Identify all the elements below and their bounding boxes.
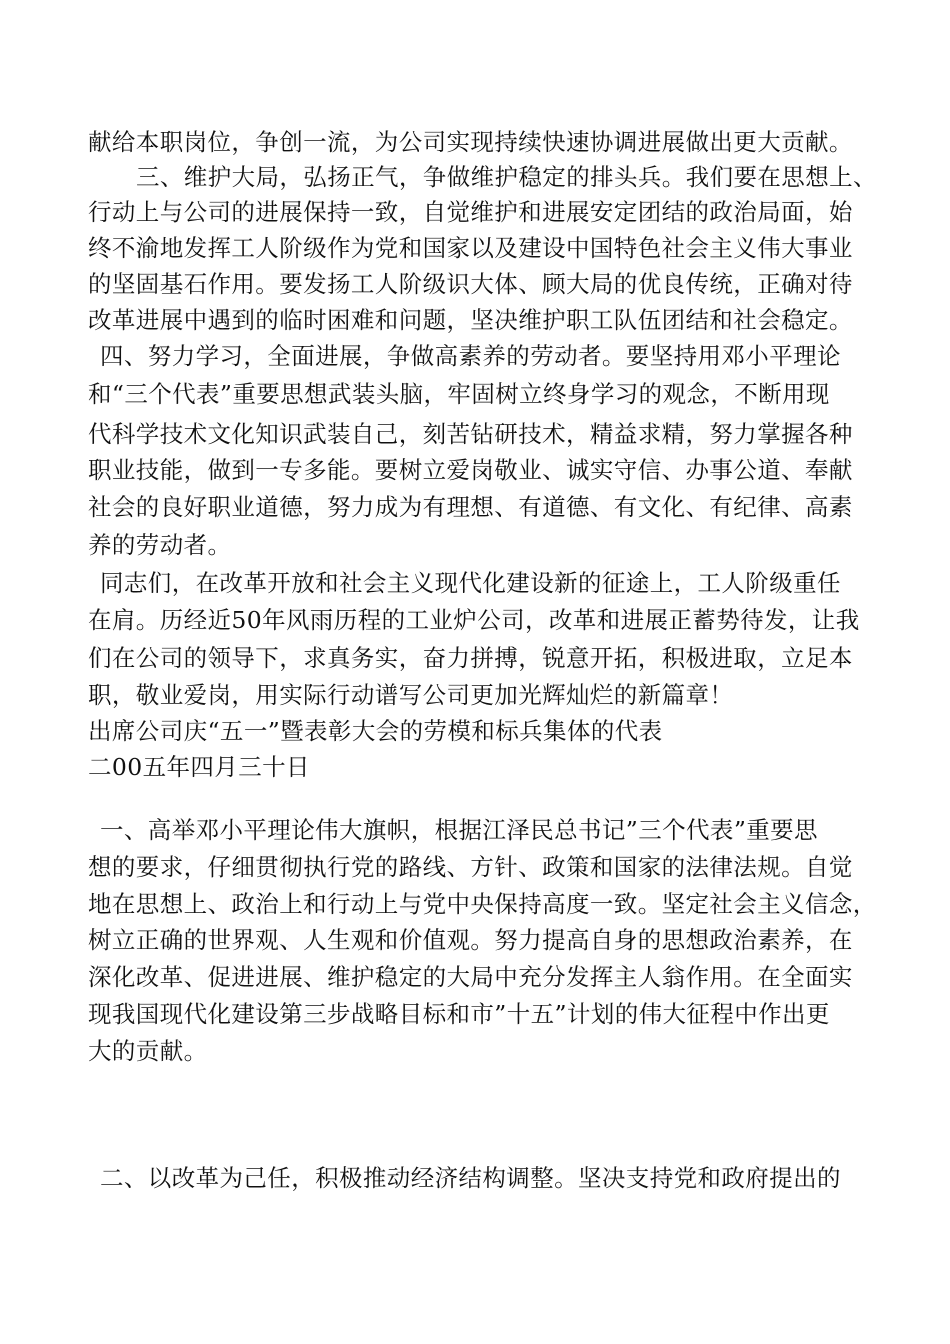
text-line: 同志们，在改革开放和社会主义现代化建设新的征途上，工人阶级重任 [100,569,841,597]
signature-line: 出席公司庆“五一”暨表彰大会的劳模和标兵集体的代表 [88,717,663,745]
text-line: 四、努力学习，全面进展，争做高素养的劳动者。要坚持用邓小平理论 [100,342,841,370]
text-line: 终不渝地发挥工人阶级作为党和国家以及建设中国特色社会主义伟大事业 [88,234,853,262]
text-line: 三、维护大局，弘扬正气，争做维护稳定的排头兵。我们要在思想上、 [136,163,877,191]
text-line: 一、高举邓小平理论伟大旗帜，根据江泽民总书记”三个代表”重要思 [100,816,818,844]
text-line: 在肩。历经近50年风雨历程的工业炉公司，改革和进展正蓄势待发，让我 [88,606,860,634]
text-line: 地在思想上、政治上和行动上与党中央保持高度一致。坚定社会主义信念， [88,890,877,918]
text-line: 树立正确的世界观、人生观和价值观。努力提高自身的思想政治素养，在 [88,926,853,954]
text-line: 社会的良好职业道德，努力成为有理想、有道德、有文化、有纪律、高素 [88,493,853,521]
text-line: 现我国现代化建设第三步战略目标和市”十五”计划的伟大征程中作出更 [88,1000,830,1028]
text-line: 大的贡献。 [88,1037,208,1065]
date-line: 二00五年四月三十日 [88,753,310,781]
text-line: 职，敬业爱岗，用实际行动谱写公司更加光辉灿烂的新篇章！ [88,681,734,709]
text-line: 职业技能，做到一专多能。要树立爱岗敬业、诚实守信、办事公道、奉献 [88,456,853,484]
text-line: 想的要求，仔细贯彻执行党的路线、方针、政策和国家的法律法规。自觉 [88,853,853,881]
text-line: 改革进展中遇到的临时困难和问题，坚决维护职工队伍团结和社会稳定。 [88,306,853,334]
text-line: 们在公司的领导下，求真务实，奋力拼搏，锐意开拓，积极进取，立足本 [88,644,853,672]
text-line: 代科学技术文化知识武装自己，刻苦钻研技术，精益求精，努力掌握各种 [88,420,853,448]
text-line: 行动上与公司的进展保持一致，自觉维护和进展安定团结的政治局面，始 [88,198,853,226]
text-line: 二、以改革为己任，积极推动经济结构调整。坚决支持党和政府提出的 [100,1164,841,1192]
text-line: 和“三个代表”重要思想武装头脑，牢固树立终身学习的观念，不断用现 [88,380,830,408]
text-line: 献给本职岗位，争创一流，为公司实现持续快速协调进展做出更大贡献。 [88,128,853,156]
text-line: 养的劳动者。 [88,531,232,559]
text-line: 深化改革、促进进展、维护稳定的大局中充分发挥主人翁作用。在全面实 [88,963,853,991]
text-line: 的坚固基石作用。要发扬工人阶级识大体、顾大局的优良传统，正确对待 [88,270,853,298]
